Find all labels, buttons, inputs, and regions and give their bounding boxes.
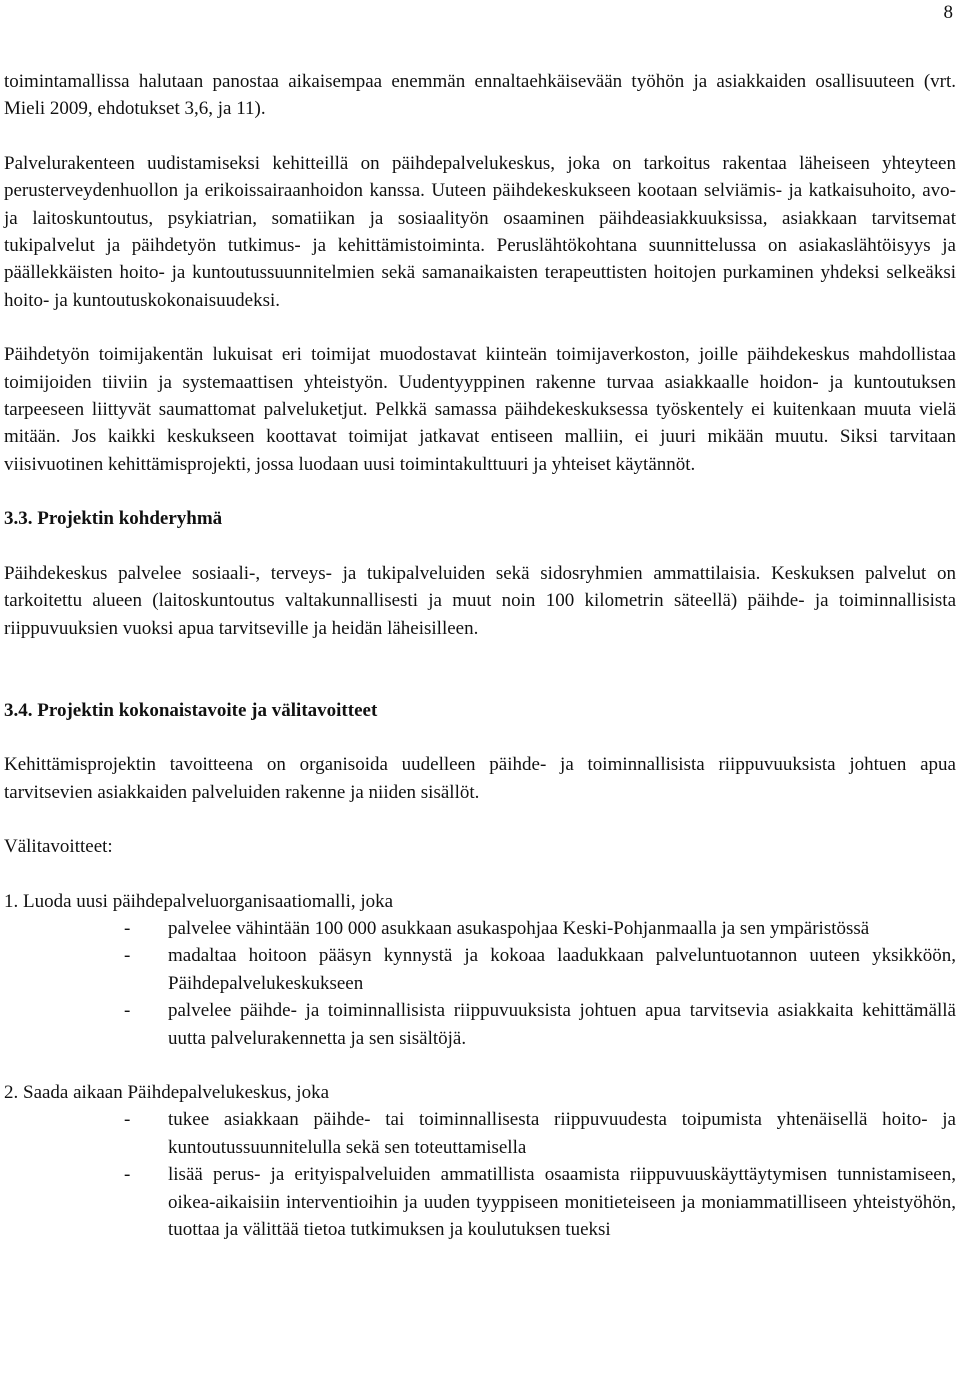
goal-2 [4, 1079, 956, 1243]
dash-bullet: - [124, 945, 131, 967]
list-item-text: madaltaa hoitoon pääsyn kynnystä ja kokoaa laadukkaan palveluntuotannon uuteen yksikköön, Päihdepalvelukeskukseen [168, 945, 956, 994]
dash-bullet: - [124, 1000, 131, 1022]
list-item [4, 997, 956, 1052]
paragraph-target-group: Päihdekeskus palvelee sosiaali-, terveys- ja tukipalveluiden sekä sidosryhmien ammattilaisia. Keskuksen palvelut on tarkoitettu alueen (laitoskuntoutus valtakunnallisesti ja muut noin 100 kilometrin säteellä) päihde- ja toiminnallisista riippuvuuksien vuoksi apua tarvitseville ja heidän läheisilleen. [4, 562, 956, 639]
dash-bullet: - [124, 1164, 131, 1186]
dash-bullet: - [124, 917, 131, 939]
list-item-text: lisää perus- ja erityispalveluiden ammatillista osaamista riippuvuuskäyttäytymisen tunnistamiseen, oikea-aikaisiin interventioihin ja uuden tyyppiseen monitieteiseen ja moniammatilliseen yhteistyöhön, tuottaa ja välittää tietoa tutkimuksen ja koulutuksen tueksi [168, 1164, 956, 1240]
goal-title: 2. Saada aikaan Päihdepalvelukeskus, joka [4, 1081, 330, 1103]
subgoals-label: Välitavoitteet: [4, 836, 113, 858]
paragraph-actor-network: Päihdetyön toimijakentän lukuisat eri toimijat muodostavat kiinteän toimijaverkoston, joille päihdekeskus mahdollistaa toimijoiden tiiviin ja systemaattisen yhteistyön. Uudentyyppinen rakenne turvaa asiakkaalle hoidon- ja kuntoutuksen tarpeeseen liittyvät saumattomat palveluketjut. Pelkkä samassa päihdekeskuksessa työskentely ei kuitenkaan muuta vielä mitään. Jos kaikki keskukseen koottavat toimijat jatkavat entiseen malliin, ei juuri mikään muutu. Siksi tarvitaan viisivuotinen kehittämisprojekti, jossa luodaan uusi toimintakulttuuri ja yhteiset käytännöt. [4, 344, 956, 475]
goal-2-items [4, 1106, 956, 1243]
section-heading-3-4: 3.4. Projektin kokonaistavoite ja välitavoitteet [4, 699, 378, 721]
section-heading-3-3: 3.3. Projektin kohderyhmä [4, 508, 223, 530]
goal-1 [4, 888, 956, 1052]
list-item [4, 915, 956, 942]
page-number: 8 [943, 2, 953, 23]
list-item-text: tukee asiakkaan päihde- tai toiminnallisesta riippuvuudesta toipumista yhtenäisellä hoito- ja kuntoutussuunnitelulla sekä sen toteuttamisella [168, 1109, 956, 1158]
goal-title: 1. Luoda uusi päihdepalveluorganisaatiomalli, joka [4, 890, 394, 912]
intro-paragraph: toimintamallissa halutaan panostaa aikaisempaa enemmän ennaltaehkäisevään työhön ja asiakkaiden osallisuuteen (vrt. Mieli 2009, ehdotukset 3,6, ja 11). [4, 71, 956, 120]
list-item-text: palvelee päihde- ja toiminnallisista riippuvuuksista johtuen apua tarvitsevia asiakkaita kehittämällä uutta palvelurakennetta ja sen sisältöjä. [168, 1000, 956, 1049]
list-item [4, 1106, 956, 1161]
dash-bullet: - [124, 1109, 131, 1131]
paragraph-overall-goal: Kehittämisprojektin tavoitteena on organisoida uudelleen päihde- ja toiminnallisista riippuvuuksista johtuen apua tarvitsevien asiakkaiden palveluiden rakenne ja niiden sisällöt. [4, 754, 956, 803]
list-item-text: palvelee vähintään 100 000 asukkaan asukaspohjaa Keski-Pohjanmaalla ja sen ympäristössä [168, 917, 870, 939]
paragraph-service-structure: Palvelurakenteen uudistamiseksi kehitteillä on päihdepalvelukeskus, joka on tarkoitus rakentaa läheiseen yhteyteen perusterveydenhuollon ja erikoissairaanhoidon kanssa. Uuteen päihdekeskukseen kootaan selviämis- ja katkaisuhoito, avo- ja laitoskuntoutus, psykiatrian, somatiikan ja sosiaalityön osaaminen päihdeasiakkuuksissa, asiakkaan tarvitsemat tukipalvelut ja päihdetyön tutkimus- ja kehittämistoiminta. Peruslähtökohtana suunnittelussa on asiakaslähtöisyys ja päällekkäisten hoito- ja kuntoutussuunnitelmien sekä samanaikaisten terapeuttisten hoitojen purkaminen yhdeksi selkeäksi hoito- ja kuntoutuskokonaisuudeksi. [4, 152, 956, 311]
list-item [4, 942, 956, 997]
document-body [4, 68, 956, 1243]
list-item [4, 1161, 956, 1243]
goal-1-items [4, 915, 956, 1052]
